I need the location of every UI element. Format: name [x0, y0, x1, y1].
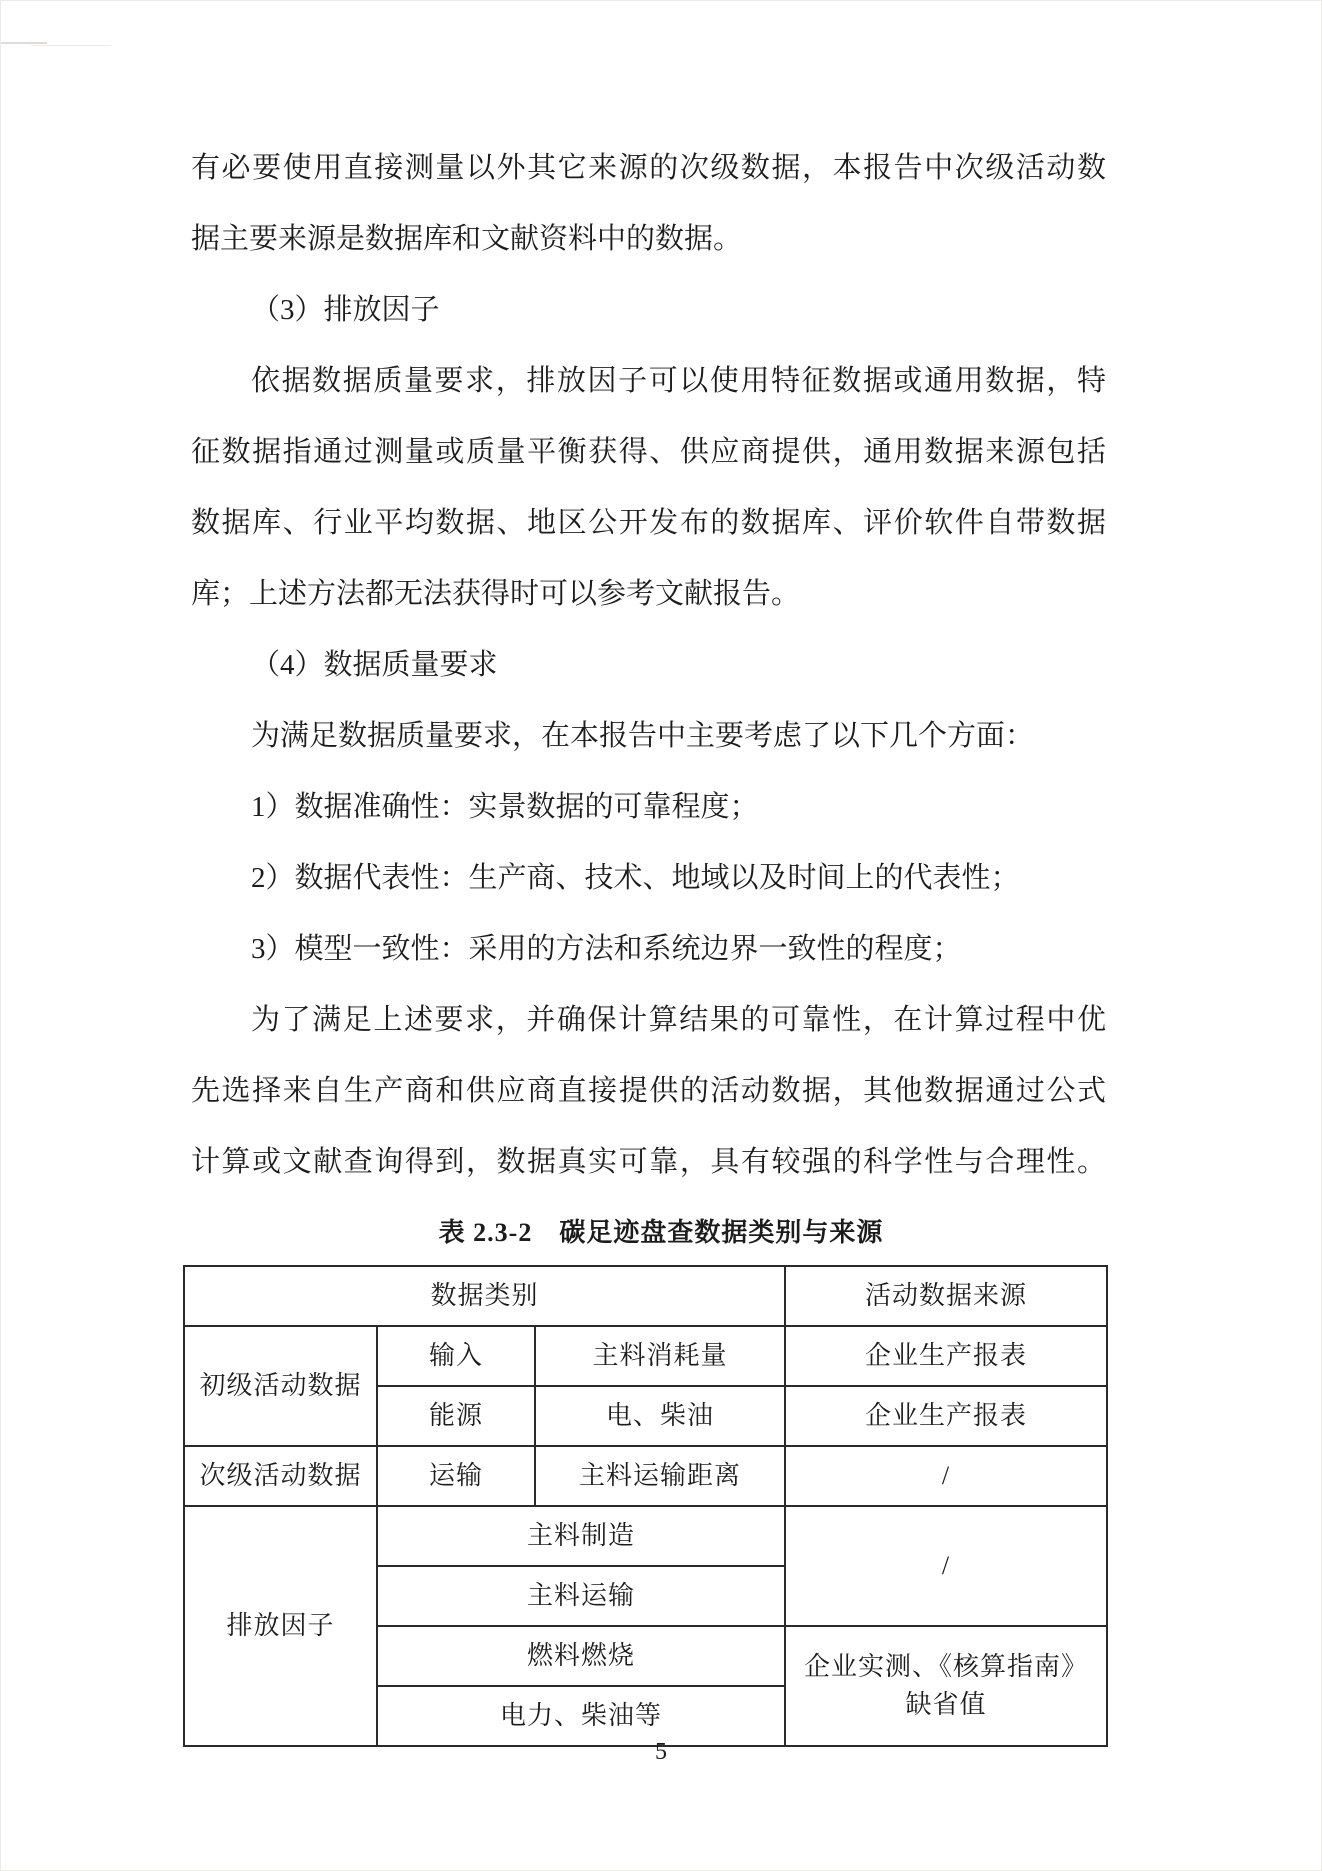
body-line: 计算或文献查询得到，数据真实可靠，具有较强的科学性与合理性。 [191, 1146, 1106, 1178]
body-line: 依据数据质量要求，排放因子可以使用特征数据或通用数据，特 [251, 365, 1106, 397]
list-item: 3）模型一致性：采用的方法和系统边界一致性的程度； [251, 933, 962, 965]
cell-secondary-type: 运输 [377, 1446, 535, 1506]
table-row [184, 1266, 1107, 1326]
cell-header-category: 数据类别 [184, 1266, 785, 1326]
body-line: 有必要使用直接测量以外其它来源的次级数据，本报告中次级活动数 [191, 152, 1106, 184]
list-item: 1）数据准确性：实景数据的可靠程度； [251, 791, 759, 823]
section-heading: （4）数据质量要求 [251, 649, 498, 681]
cell-primary-input-type: 输入 [377, 1326, 535, 1386]
list-item: 2）数据代表性：生产商、技术、地域以及时间上的代表性； [251, 862, 1020, 894]
cell-emission-source-bottom: 企业实测、《核算指南》缺省值 [785, 1626, 1107, 1746]
cell-emission-source-top: / [785, 1506, 1107, 1626]
cell-emission-item: 主料制造 [377, 1506, 785, 1566]
cell-secondary-source: / [785, 1446, 1107, 1506]
scan-artifact [31, 45, 111, 46]
cell-emission-item: 燃料燃烧 [377, 1626, 785, 1686]
scan-artifact [1, 42, 47, 44]
cell-emission-label: 排放因子 [184, 1506, 377, 1746]
cell-emission-item: 主料运输 [377, 1566, 785, 1626]
cell-primary-energy-source: 企业生产报表 [785, 1386, 1107, 1446]
data-source-table [183, 1265, 1108, 1747]
cell-primary-energy-item: 电、柴油 [535, 1386, 785, 1446]
body-text [191, 133, 1106, 1198]
body-line: 数据库、行业平均数据、地区公开发布的数据库、评价软件自带数据 [191, 507, 1106, 539]
cell-secondary-label: 次级活动数据 [184, 1446, 377, 1506]
page-number: 5 [655, 1739, 667, 1765]
cell-primary-label: 初级活动数据 [184, 1326, 377, 1446]
table-row [184, 1446, 1107, 1506]
table-row [184, 1326, 1107, 1386]
body-line: 为了满足上述要求，并确保计算结果的可靠性，在计算过程中优 [251, 1004, 1106, 1036]
cell-primary-energy-type: 能源 [377, 1386, 535, 1446]
body-line: 据主要来源是数据库和文献资料中的数据。 [191, 223, 743, 255]
body-line: 征数据指通过测量或质量平衡获得、供应商提供，通用数据来源包括 [191, 436, 1106, 468]
cell-header-source: 活动数据来源 [785, 1266, 1107, 1326]
table-row [184, 1506, 1107, 1566]
section-heading: （3）排放因子 [251, 294, 440, 326]
table-caption: 表 2.3-2 碳足迹盘查数据类别与来源 [438, 1218, 884, 1247]
cell-emission-item: 电力、柴油等 [377, 1686, 785, 1746]
cell-primary-input-item: 主料消耗量 [535, 1326, 785, 1386]
cell-secondary-item: 主料运输距离 [535, 1446, 785, 1506]
body-line: 先选择来自生产商和供应商直接提供的活动数据，其他数据通过公式 [191, 1075, 1106, 1107]
cell-primary-input-source: 企业生产报表 [785, 1326, 1107, 1386]
body-line: 为满足数据质量要求，在本报告中主要考虑了以下几个方面： [251, 720, 1035, 752]
body-line: 库；上述方法都无法获得时可以参考文献报告。 [191, 578, 801, 610]
